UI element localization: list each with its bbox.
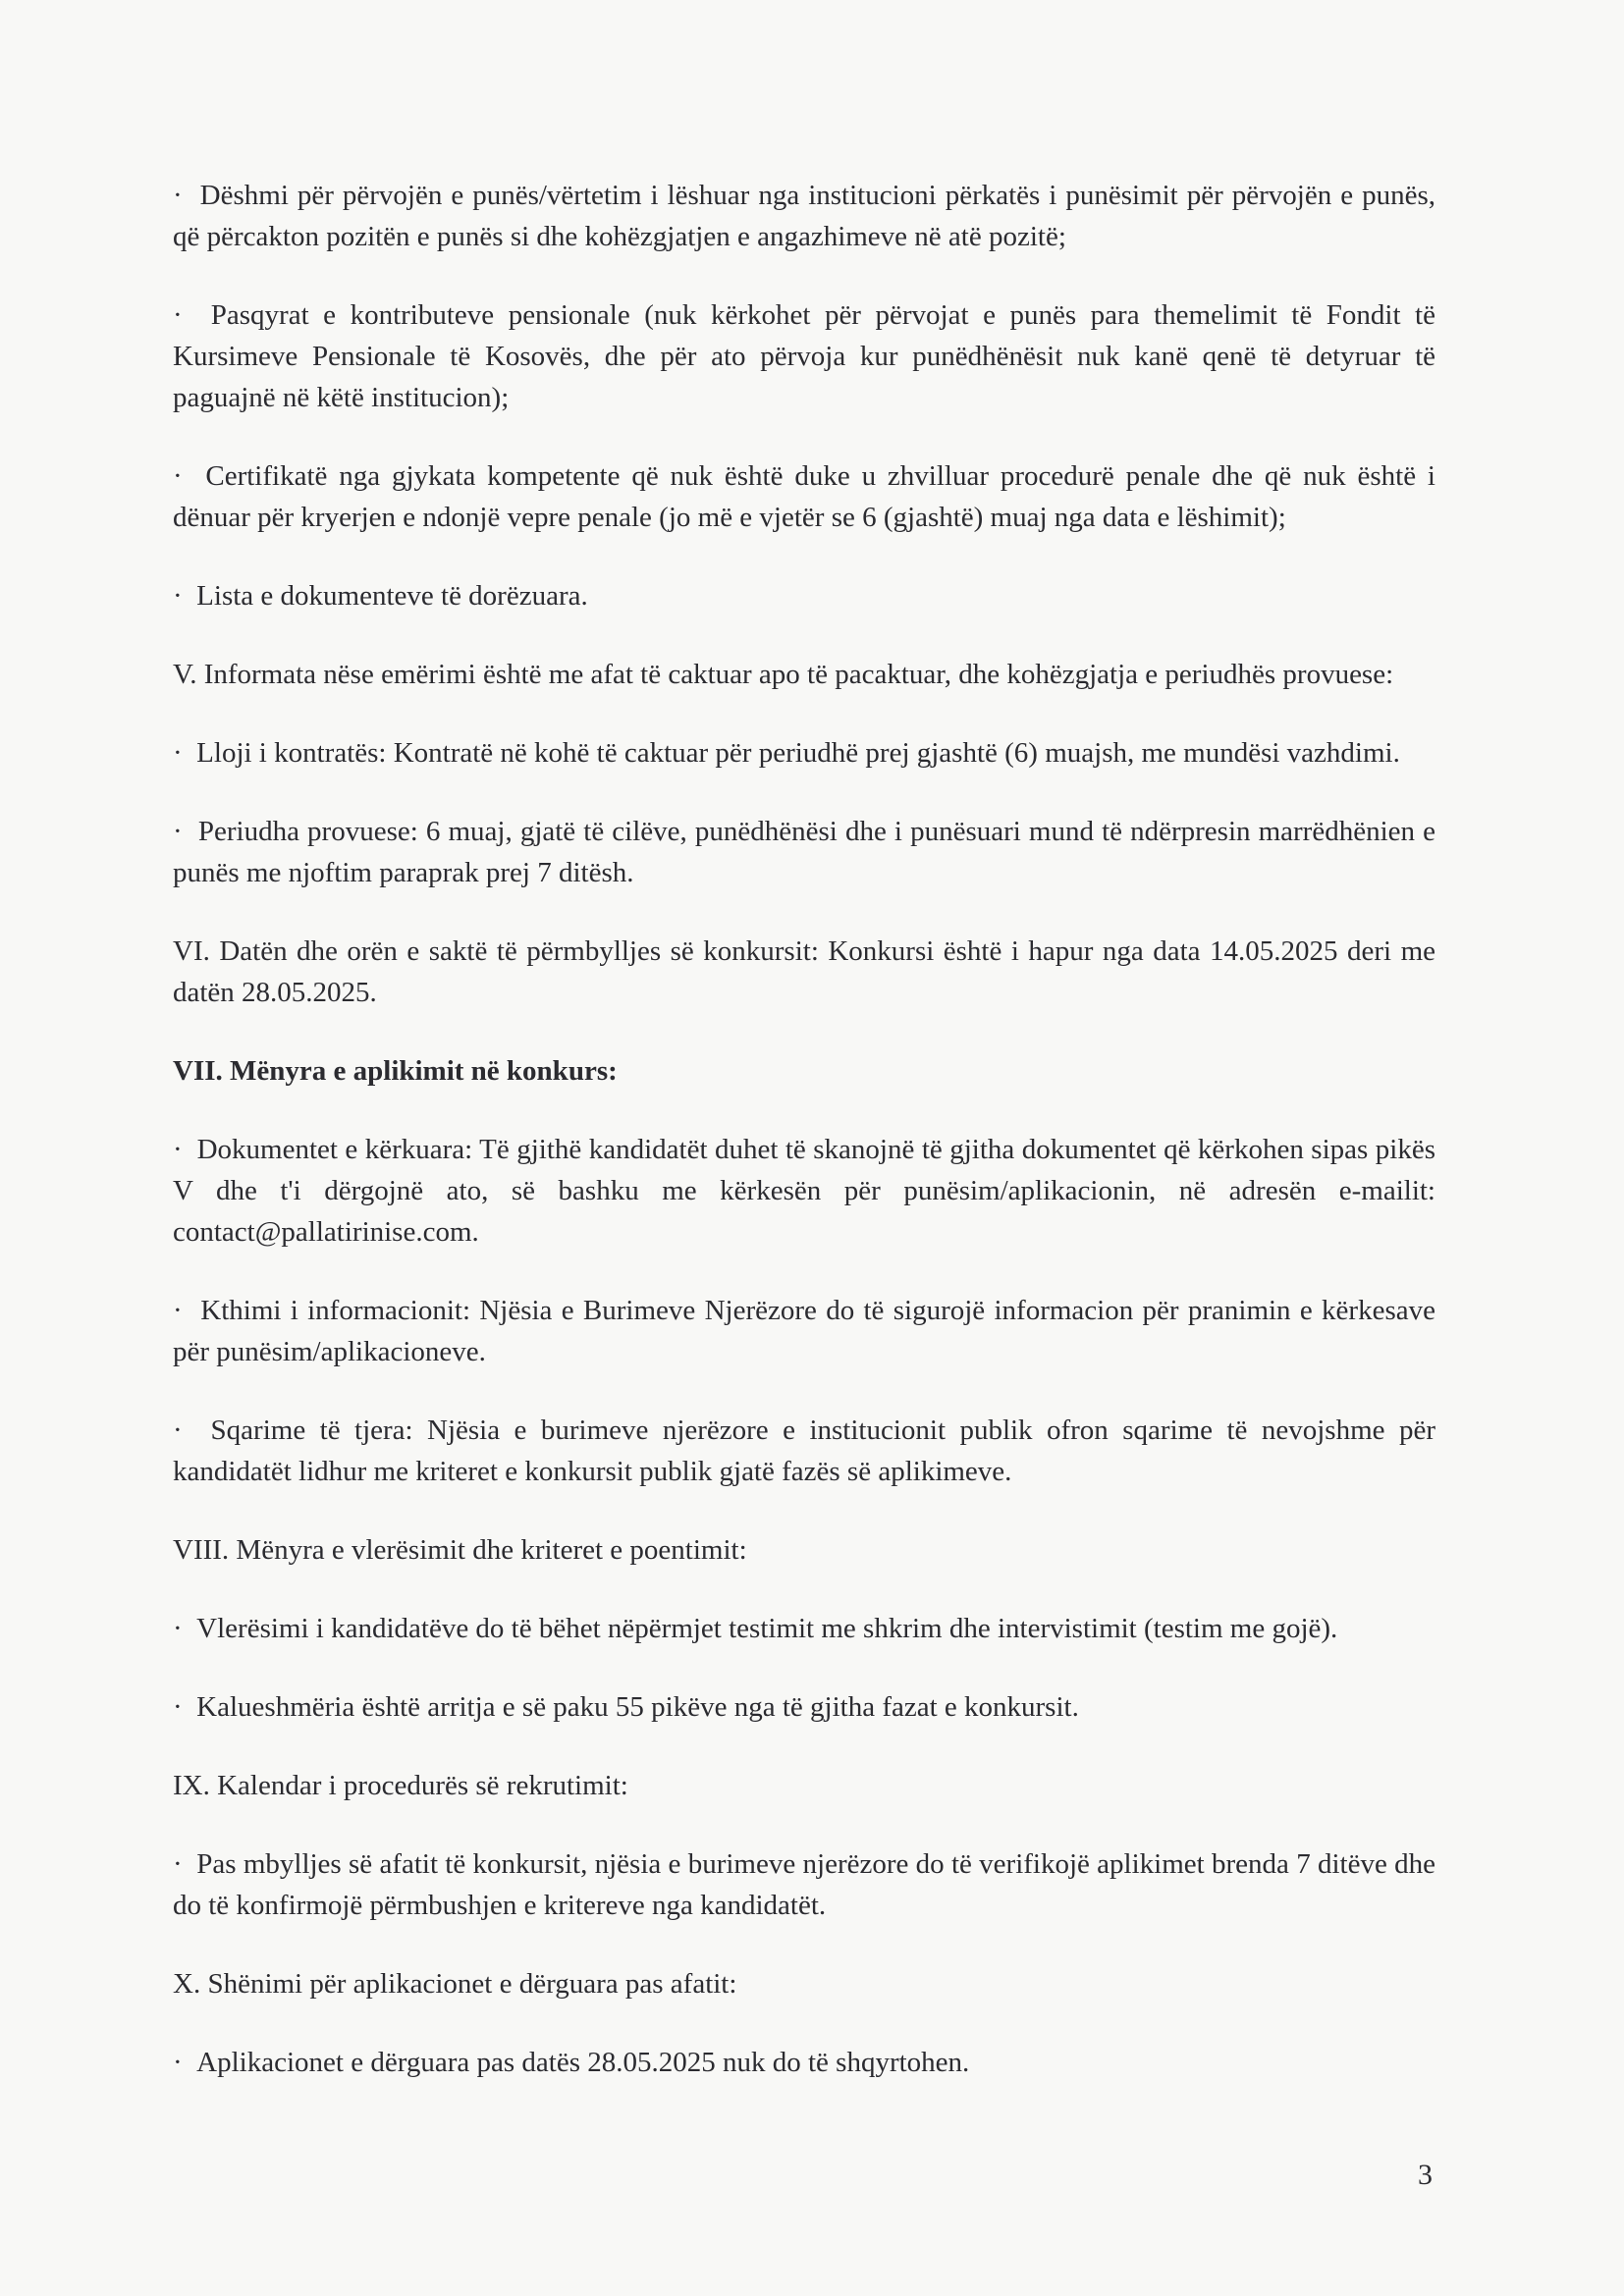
section-heading-vi: VI. Datën dhe orën e saktë të përmbylljes së konkursit: Konkursi është i hapur nga data 14.05.2025 deri me datën 28.05.2025. [173,935,1435,1008]
paragraph-pension-contributions: · Pasqyrat e kontributeve pensionale (nuk kërkohet për përvojat e punës para themelimit të Fondit të Kursimeve Pensionale të Kosovës, dhe për ato përvoja kur punëdhënësit nuk kanë qenë të detyruar të paguajnë në këtë institucion); [173,294,1435,418]
section-heading-x: X. Shënimi për aplikacionet e dërguara pas afatit: [173,1968,737,2000]
paragraph-required-documents: · Dokumentet e kërkuara: Të gjithë kandidatët duhet të skanojnë të gjitha dokumentet që kërkohen sipas pikës V dhe t'i dërgojnë ato, së bashku me kërkesën për punësim/aplikacionin, në adresën e-mailit: contact@pallatirinise.com. [173,1129,1435,1253]
document-body [173,175,1435,2083]
paragraph-candidate-evaluation: · Vlerësimi i kandidatëve do të bëhet nëpërmjet testimit me shkrim dhe intervistimit (testim me gojë). [173,1608,1435,1649]
section-heading-vii: VII. Mënyra e aplikimit në konkurs: [173,1055,618,1087]
paragraph-document-list: · Lista e dokumenteve të dorëzuara. [173,575,1435,616]
paragraph-court-certificate: · Certifikatë nga gjykata kompetente që nuk është duke u zhvilluar procedurë penale dhe që nuk është i dënuar për kryerjen e ndonjë vepre penale (jo më e vjetër se 6 (gjashtë) muaj nga data e lëshimit); [173,455,1435,538]
paragraph-work-experience-proof: · Dëshmi për përvojën e punës/vërtetim i lëshuar nga institucioni përkatës i punësimit për përvojën e punës, që përcakton pozitën e punës si dhe kohëzgjatjen e angazhimeve në atë pozitë; [173,175,1435,257]
paragraph-late-applications: · Aplikacionet e dërguara pas datës 28.05.2025 nuk do të shqyrtohen. [173,2042,1435,2083]
paragraph-contract-type: · Lloji i kontratës: Kontratë në kohë të caktuar për periudhë prej gjashtë (6) muajsh, me mundësi vazhdimi. [173,732,1435,774]
section-heading-viii: VIII. Mënyra e vlerësimit dhe kriteret e poentimit: [173,1534,747,1566]
page-number: 3 [1418,2159,1433,2191]
paragraph-other-clarifications: · Sqarime të tjera: Njësia e burimeve njerëzore e institucionit publik ofron sqarime të nevojshme për kandidatët lidhur me kriteret e konkursit publik gjatë fazës së aplikimeve. [173,1410,1435,1492]
paragraph-pass-threshold: · Kalueshmëria është arritja e së paku 55 pikëve nga të gjitha fazat e konkursit. [173,1686,1435,1728]
paragraph-recruitment-calendar: · Pas mbylljes së afatit të konkursit, njësia e burimeve njerëzore do të verifikojë aplikimet brenda 7 ditëve dhe do të konfirmojë përmbushjen e kritereve nga kandidatët. [173,1843,1435,1926]
paragraph-information-return: · Kthimi i informacionit: Njësia e Burimeve Njerëzore do të sigurojë informacion për pranimin e kërkesave për punësim/aplikacioneve. [173,1290,1435,1372]
section-heading-ix: IX. Kalendar i procedurës së rekrutimit: [173,1770,628,1801]
section-heading-v: V. Informata nëse emërimi është me afat të caktuar apo të pacaktuar, dhe kohëzgjatja e periudhës provuese: [173,659,1394,690]
paragraph-probation-period: · Periudha provuese: 6 muaj, gjatë të cilëve, punëdhënësi dhe i punësuari mund të ndërpresin marrëdhënien e punës me njoftim paraprak prej 7 ditësh. [173,811,1435,893]
